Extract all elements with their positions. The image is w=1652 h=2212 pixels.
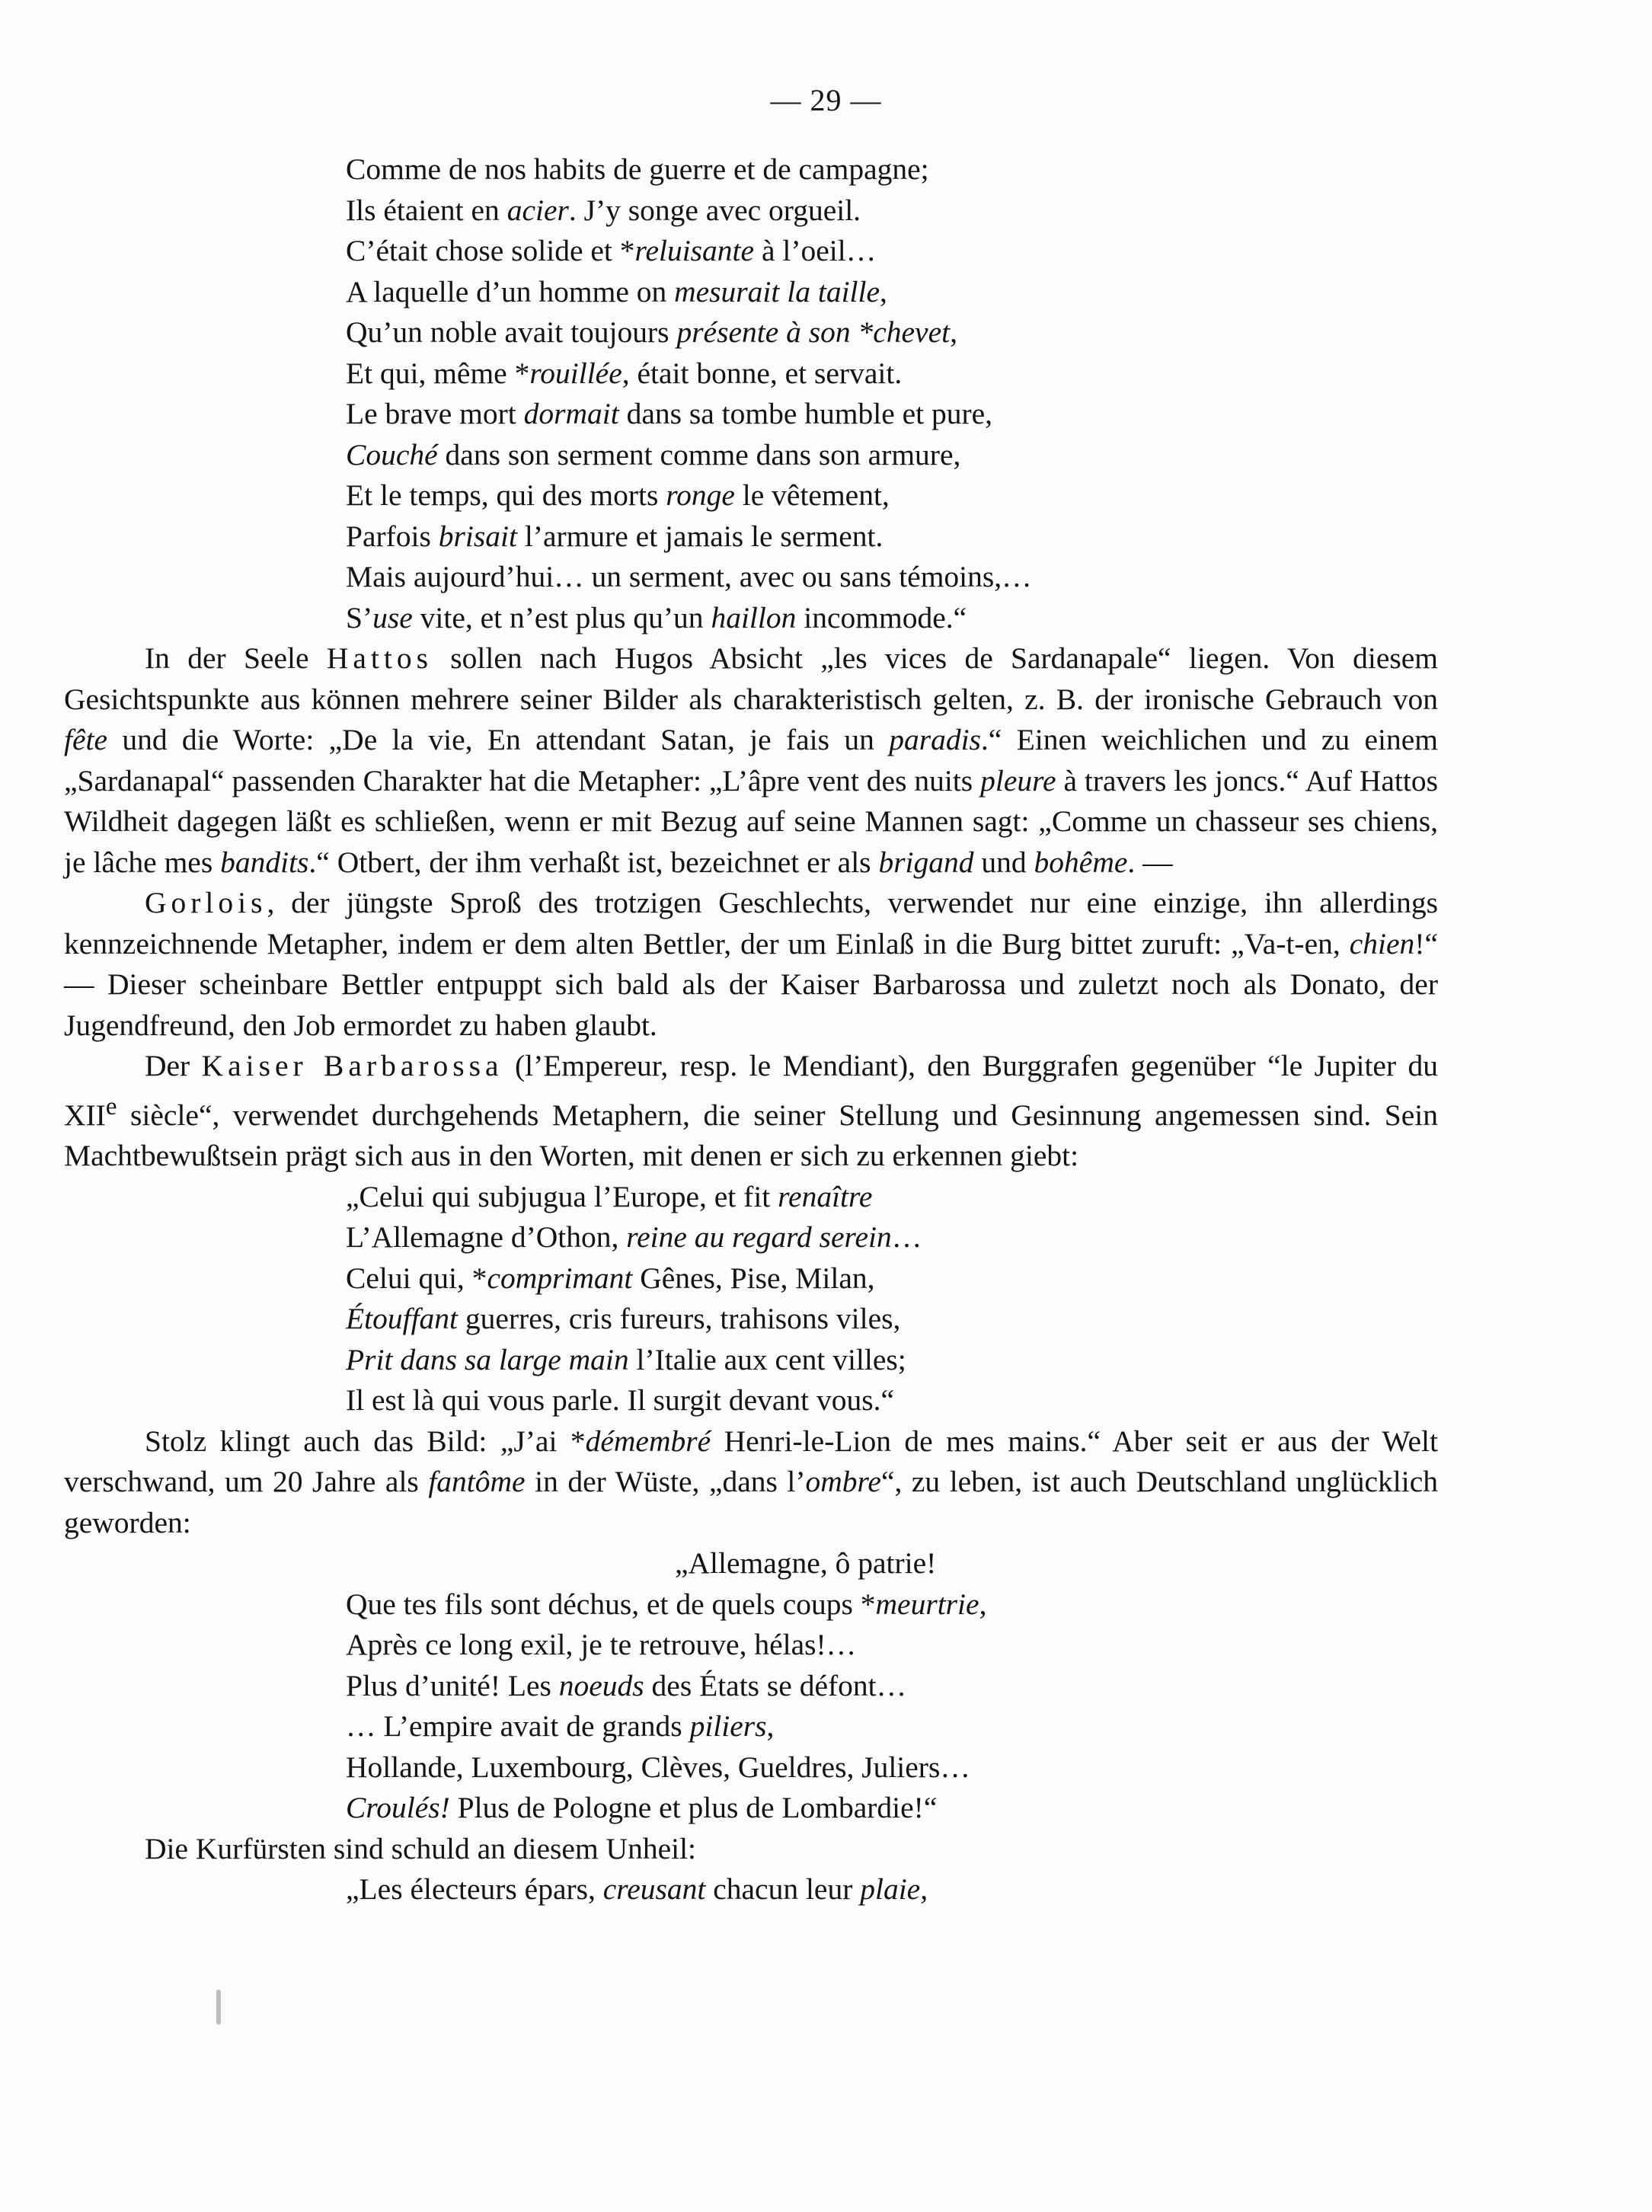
page-body (64, 149, 1438, 1910)
verse-block-2 (64, 1177, 1438, 1421)
verse-line: Mais aujourd’hui… un serment, avec ou sans témoins,… (346, 560, 1032, 593)
verse-line: Étouffant guerres, cris fureurs, trahisons viles, (346, 1302, 901, 1336)
verse-line: Prit dans sa large main l’Italie aux cent villes; (346, 1342, 906, 1376)
verse-line: Le brave mort dormait dans sa tombe humble et pure, (346, 397, 993, 430)
verse-line: Qu’un noble avait toujours présente à son *chevet, (346, 315, 957, 349)
verse-line: Plus d’unité! Les noeuds des États se défont… (346, 1668, 907, 1702)
verse-line: … L’empire avait de grands piliers, (346, 1709, 775, 1744)
verse-line: Et qui, même *rouillée, était bonne, et servait. (346, 356, 903, 390)
verse-line: L’Allemagne d’Othon, reine au regard serein… (346, 1220, 922, 1255)
paragraph-gorlois: Gorlois, der jüngste Sproß des trotzigen Geschlechts, verwendet nur eine einzige, ihn allerdings kennzeichnende Metapher, indem er dem alten Bettler, der um Einlaß in die Burg bittet zuruft: „Va-t-en, chien!“ — Dieser scheinbare Bettler entpuppt sich bald als der Kaiser Barbarossa und zuletzt noch als Donato, der Jugendfreund, den Job ermordet zu haben glaubt. (64, 886, 1438, 1042)
verse-line: A laquelle d’un homme on mesurait la taille, (346, 274, 887, 308)
verse-block-4 (64, 1869, 1438, 1910)
verse-line: Il est là qui vous parle. Il surgit devant vous.“ (346, 1383, 895, 1418)
verse-line: Hollande, Luxembourg, Clèves, Gueldres, Juliers… (346, 1750, 970, 1784)
verse-line: Comme de nos habits de guerre et de campagne; (346, 152, 929, 186)
verse-line: „Les électeurs épars, creusant chacun leur plaie, (346, 1872, 928, 1907)
ink-mark (216, 1990, 221, 2025)
paragraph-hatto: In der Seele Hattos sollen nach Hugos Absicht „les vices de Sardanapale“ liegen. Von diesem Gesichtspunkte aus können mehrere seiner Bilder als charakteristisch gelten, z. B. der ironische Gebrauch von fête und die Worte: „De la vie, En attendant Satan, je fais un paradis.“ Einen weichlichen und zu einem „Sardanapal“ passenden Charakter hat die Metapher: „L’âpre vent des nuits pleure à travers les joncs.“ Auf Hattos Wildheit dagegen läßt es schließen, wenn er mit Bezug auf seine Mannen sagt: „Comme un chasseur ses chiens, je lâche mes bandits.“ Otbert, der ihm verhaßt ist, bezeichnet er als brigand und bohême. — (64, 641, 1439, 879)
verse-line: Couché dans son serment comme dans son armure, (346, 437, 961, 471)
verse-line: Ils étaient en acier. J’y songe avec orgueil. (346, 193, 861, 227)
verse-line: Parfois brisait l’armure et jamais le serment. (346, 519, 884, 553)
verse-line: Après ce long exil, je te retrouve, hélas!… (346, 1628, 857, 1662)
verse-line: Celui qui, *comprimant Gênes, Pise, Milan, (346, 1261, 875, 1295)
paragraph-kurfuersten: Die Kurfürsten sind schuld an diesem Unheil: (145, 1831, 697, 1865)
verse-block-3 (64, 1543, 1438, 1829)
verse-line: Et le temps, qui des morts ronge le vêtement, (346, 478, 890, 512)
verse-line: Que tes fils sont déchus, et de quels coups *meurtrie, (346, 1587, 987, 1621)
verse-line: „Allemagne, ô patrie! (675, 1546, 937, 1581)
page-number: — 29 — (770, 83, 882, 117)
verse-line: Croulés! Plus de Pologne et plus de Lombardie!“ (346, 1791, 938, 1825)
verse-block-1 (64, 149, 1438, 638)
verse-line: S’use vite, et n’est plus qu’un haillon incommode.“ (346, 600, 967, 635)
paragraph-barbarossa: Der Kaiser Barbarossa (l’Empereur, resp. le Mendiant), den Burggrafen gegenüber “le Jupiter du XIIe siècle“, verwendet durchgehends Metaphern, die seiner Stellung und Gesinnung angemessen sind. Sein Machtbewußtsein prägt sich aus in den Worten, mit denen er sich zu erkennen giebt: (64, 1049, 1438, 1173)
paragraph-stolz: Stolz klingt auch das Bild: „J’ai *démembré Henri-le-Lion de mes mains.“ Aber seit er aus der Welt verschwand, um 20 Jahre als fantôme in der Wüste, „dans l’ombre“, zu leben, ist auch Deutschland unglücklich geworden: (64, 1424, 1439, 1539)
verse-line: „Celui qui subjugua l’Europe, et fit renaître (346, 1179, 873, 1213)
verse-line: C’était chose solide et *reluisante à l’oeil… (346, 234, 877, 267)
